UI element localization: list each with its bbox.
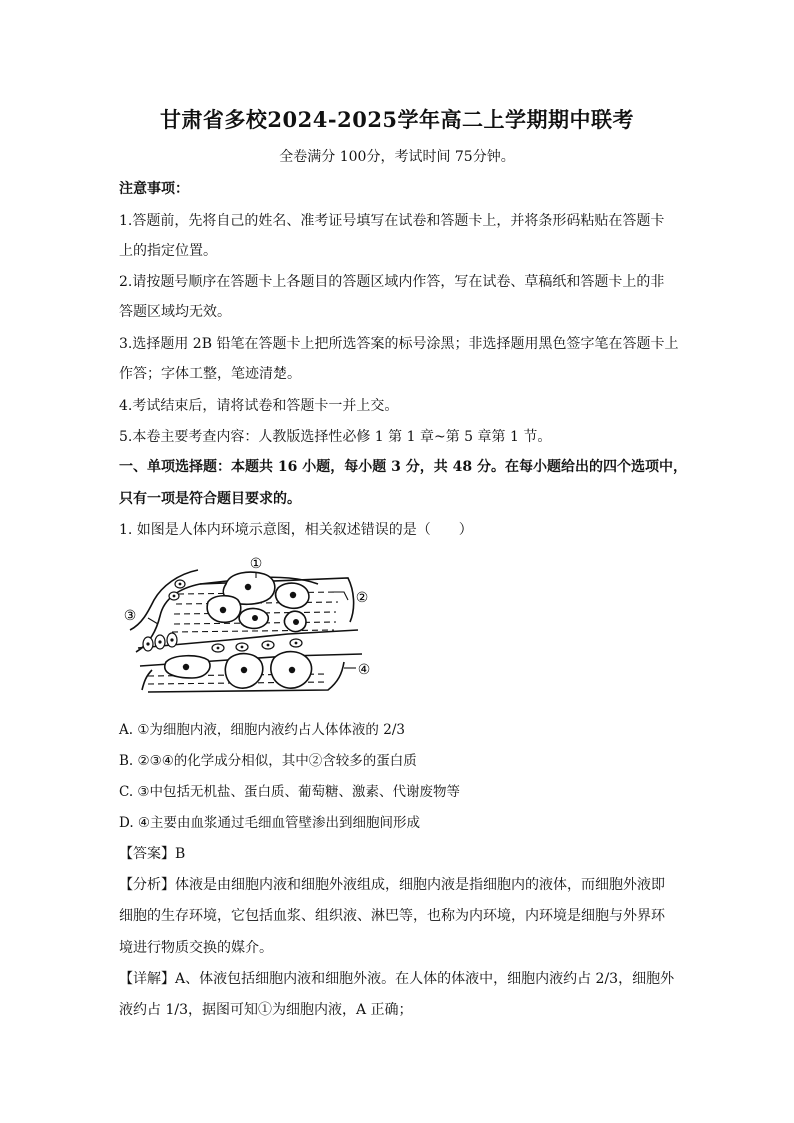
notice-line: 1.答题前，先将自己的姓名、准考证号填写在试卷和答题卡上，并将条形码粘贴在答题卡 (119, 213, 665, 229)
section-heading-cont: 只有一项是符合题目要求的。 (119, 491, 301, 507)
diagram-label-3: ③ (123, 608, 137, 624)
detail-line: 液约占 1/3，据图可知①为细胞内液，A 正确； (119, 1002, 413, 1018)
notice-line: 上的指定位置。 (119, 243, 217, 259)
page-title: 甘肃省多校2024-2025学年高二上学期期中联考 (159, 107, 635, 132)
internal-environment-diagram (118, 550, 378, 700)
option-c: C. ③中包括无机盐、蛋白质、葡萄糖、激素、代谢废物等 (119, 784, 461, 800)
notice-line: 答题区域均无效。 (119, 304, 231, 320)
notice-heading: 注意事项： (119, 181, 189, 197)
notice-line: 3.选择题用 2B 铅笔在答题卡上把所选答案的标号涂黑；非选择题用黑色签字笔在答题卡上 (119, 336, 679, 352)
analysis-line: 境进行物质交换的媒介。 (119, 940, 273, 956)
question-stem: 1. 如图是人体内环境示意图，相关叙述错误的是（ ） (119, 522, 473, 538)
diagram-label-1: ① (249, 556, 263, 572)
notice-line: 2.请按题号顺序在答题卡上各题目的答题区域内作答，写在试卷、草稿纸和答题卡上的非 (119, 274, 665, 290)
exam-info: 全卷满分 100分，考试时间 75分钟。 (279, 149, 515, 165)
diagram-label-2: ② (355, 590, 369, 606)
option-b: B. ②③④的化学成分相似，其中②含较多的蛋白质 (119, 753, 417, 769)
notice-line: 4.考试结束后，请将试卷和答题卡一并上交。 (119, 398, 399, 414)
answer-label: 【答案】B (119, 846, 186, 862)
analysis-line: 【分析】体液是由细胞内液和细胞外液组成，细胞内液是指细胞内的液体，而细胞外液即 (119, 877, 665, 893)
diagram-label-4: ④ (357, 662, 371, 678)
option-a: A. ①为细胞内液，细胞内液约占人体体液的 2/3 (119, 722, 405, 738)
detail-line: 【详解】A、体液包括细胞内液和细胞外液。在人体的体液中，细胞内液约占 2/3，细胞外 (119, 971, 675, 987)
analysis-line: 细胞的生存环境，它包括血浆、组织液、淋巴等，也称为内环境，内环境是细胞与外界环 (119, 908, 665, 924)
option-d: D. ④主要由血浆通过毛细血管壁渗出到细胞间形成 (119, 815, 421, 831)
notice-line: 5.本卷主要考查内容：人教版选择性必修 1 第 1 章~第 5 章第 1 节。 (119, 429, 552, 445)
section-heading: 一、单项选择题：本题共 16 小题，每小题 3 分，共 48 分。在每小题给出的四个选项中， (119, 459, 687, 475)
notice-line: 作答；字体工整，笔迹清楚。 (119, 366, 301, 382)
